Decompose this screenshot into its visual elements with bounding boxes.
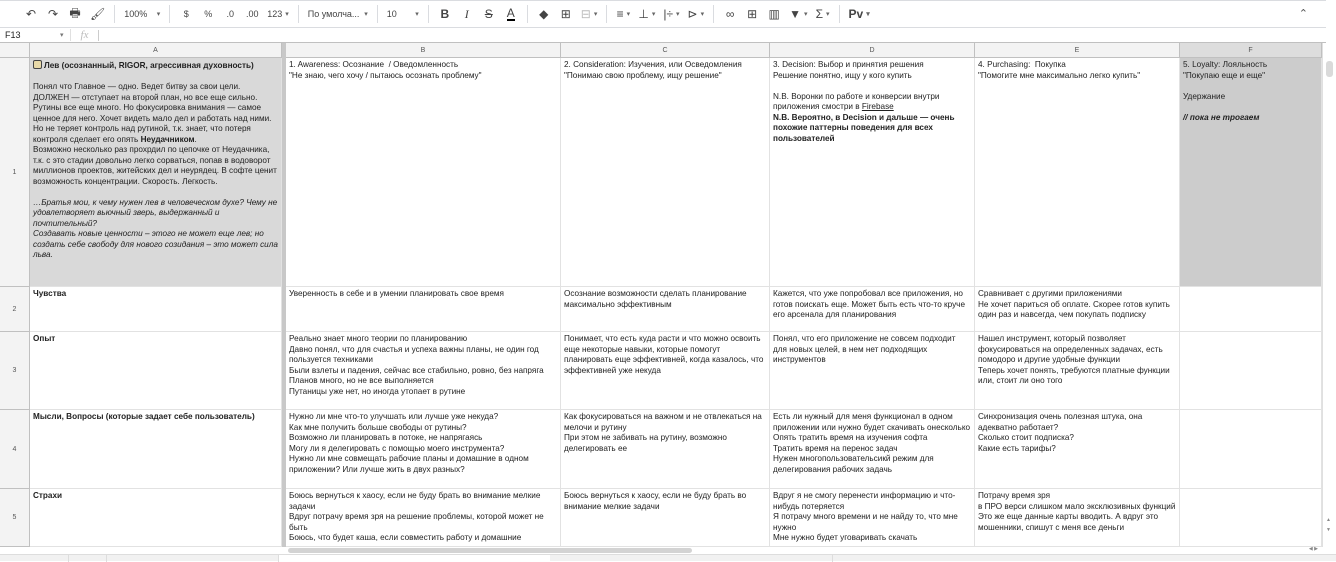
scroll-right-arrow[interactable]: ▶ — [1314, 546, 1318, 552]
chevron-down-icon: ▾ — [866, 11, 870, 18]
cell-c1[interactable]: 2. Consideration: Изучения, или Осведомления "Понимаю свою проблему, ищу решение" — [561, 58, 770, 287]
sheet-tabs-bar — [0, 554, 1336, 561]
chevron-down-icon: ▾ — [676, 11, 680, 18]
functions-button[interactable] — [813, 3, 833, 25]
cell-e4[interactable]: Синхронизация очень полезная штука, она адекватно работает? Сколько стоит подписка? Какие есть тарифы? — [975, 410, 1180, 489]
chevron-down-icon[interactable]: ▾ — [60, 32, 64, 39]
formula-input[interactable] — [105, 28, 1326, 42]
cell-f3[interactable] — [1180, 332, 1322, 410]
input-tools-button[interactable] — [846, 3, 873, 25]
toolbar — [0, 0, 1326, 28]
fill-color-icon: ◆ — [539, 7, 549, 21]
align-bottom-icon: ⊥ — [638, 7, 649, 21]
print-button[interactable] — [65, 3, 85, 25]
more-formats-select[interactable] — [263, 3, 293, 25]
formula-bar — [0, 28, 1326, 43]
firebase-link[interactable]: Firebase — [861, 102, 894, 111]
cell-b2[interactable]: Уверенность в себе и в умении планировать свое время — [286, 287, 561, 332]
cell-c5[interactable]: Боюсь вернуться к хаосу, если не буду брать во внимание мелкие задачи — [561, 489, 770, 547]
select-all-corner[interactable] — [0, 43, 30, 58]
cell-d1[interactable]: 3. Decision: Выбор и принятия решения Решение понятно, ищу у кого купить N.B. Воронки по работе и конверсии внутри приложения смостри в Firebase N.B. Вероятно, в Decision и дальше — очень похожие паттерны поведения для всех пользователей — [770, 58, 975, 287]
paint-format-button[interactable] — [87, 3, 108, 25]
persona-quote: …Братья мои, к чему нужен лев в человеческом духе? Чему не удовлетворяет вьючный зверь, выдержанный и почтительный? Создавать новые ценности – этого не может еще лев; но создать себе свободу для нового созидания – это может сила льва. — [33, 197, 278, 259]
row-header-5[interactable]: 5 — [0, 489, 30, 547]
strikethrough-icon: S — [484, 7, 493, 21]
cell-a4[interactable]: Мысли, Вопросы (которые задает себе пользователь) — [30, 410, 282, 489]
dollar-icon: $ — [183, 9, 189, 19]
redo-icon: ↷ — [47, 7, 59, 21]
input-tools-icon: Pᴠ — [848, 7, 864, 21]
cell-a3[interactable]: Опыт — [30, 332, 282, 410]
text-color-button[interactable] — [501, 3, 521, 25]
cell-b1[interactable]: 1. Awareness: Осознание / Оведомленность "Не знаю, чего хочу / пытаюсь осознать проблему" — [286, 58, 561, 287]
cell-e2[interactable]: Сравнивает с другими приложениями Не хочет париться об оплате. Скорее готов купить один раз и навсегда, чем покупать подписку — [975, 287, 1180, 332]
bold-button[interactable] — [435, 3, 455, 25]
formula-divider — [98, 30, 99, 41]
cell-e3[interactable]: Нашел инструмент, который позволяет фокусироваться на определенных задачах, есть помодоро и другие удобные функции Теперь хочет понять, требуются платные функции или, стоит ли оно того — [975, 332, 1180, 410]
text-color-icon: A — [506, 6, 515, 20]
decision-note: N.B. Вероятно, в Decision и дальше — очень похожие паттерны поведения для всех пользователей — [773, 112, 957, 143]
cell-c4[interactable]: Как фокусироваться на важном и не отвлекаться на мелочи и рутину При этом не забивать на рутину, возможно делегировать ее — [561, 410, 770, 489]
increase-decimals-button[interactable] — [242, 3, 262, 25]
fill-color-button[interactable] — [534, 3, 554, 25]
insert-link-button[interactable] — [720, 3, 740, 25]
undo-button[interactable] — [21, 3, 41, 25]
cell-a5[interactable]: Страхи — [30, 489, 282, 547]
zoom-value: 100% — [124, 9, 148, 19]
spreadsheet-grid — [0, 43, 1322, 547]
print-icon: 🖶 — [69, 5, 81, 20]
italic-icon: I — [464, 6, 469, 21]
column-header-a[interactable]: A — [30, 43, 282, 58]
chart-icon: ▥ — [768, 7, 780, 21]
cell-f2[interactable] — [1180, 287, 1322, 332]
percent-icon: % — [204, 9, 213, 19]
column-header-d[interactable]: D — [770, 43, 975, 58]
paint-format-icon: 🖌 — [90, 7, 106, 21]
chevron-down-icon: ▾ — [285, 11, 289, 18]
text-rotation-icon: ⊳ — [687, 7, 698, 21]
scroll-left-arrow[interactable]: ◀ — [1308, 546, 1313, 552]
cell-f5[interactable] — [1180, 489, 1322, 547]
cell-c3[interactable]: Понимает, что есть куда расти и что можно освоить еще некоторые навыки, которые помогут планировать еще эффективней, когда казалось, что эффективней уже некуда — [561, 332, 770, 410]
toolbar-divider — [713, 5, 714, 23]
row-header-2[interactable]: 2 — [0, 287, 30, 332]
borders-icon: ⊞ — [560, 7, 571, 21]
text-wrap-button[interactable] — [660, 3, 682, 25]
more-formats-label: 123 — [267, 9, 283, 19]
filter-button[interactable] — [786, 3, 810, 25]
cell-a1[interactable] — [30, 58, 282, 287]
strikethrough-button[interactable] — [479, 3, 499, 25]
chevron-down-icon: ▾ — [415, 11, 419, 18]
column-header-b[interactable]: B — [286, 43, 561, 58]
toolbar-divider — [377, 5, 378, 23]
undo-icon: ↶ — [25, 7, 37, 21]
row-header-1[interactable]: 1 — [0, 58, 30, 287]
vertical-scroll-thumb[interactable] — [1326, 61, 1333, 77]
scroll-up-arrow[interactable]: ▲ — [1326, 517, 1331, 523]
text-wrap-icon: |÷ — [663, 7, 674, 21]
text-rotation-button[interactable] — [685, 3, 708, 25]
cell-b5[interactable]: Боюсь вернуться к хаосу, если не буду брать во внимание мелкие задачи Вдруг потрачу время зря на решение проблемы, которой может не быть Боюсь, что будет каша, если совместить работу и домашние — [286, 489, 561, 547]
persona-description: Понял что Главное — одно. Ведет битву за свои цели. ДОЛЖЕН — отступает на второй план, но все еще сильно. Рутины все еще много. Но фокусировка внимания — самое ценное для него. Хочет видеть мало дел и работать над ними. Но не теряет контроль над рутиной, т.к. знает, что потеря контроля сделает его опять Неудачником. Возможно несколько раз прохрдил по цепочке от Неудачника, т.к. с это стадии довольно легко сорваться, попав в водоворот миллионов проектов, житейских дел и неурядец. В софте ценит возможность концентрации. Скорость. Легкость. — [33, 82, 277, 186]
persona-title: Лев (осознанный, RIGOR, агрессивная духовность) — [44, 61, 254, 70]
chevron-down-icon: ▾ — [804, 11, 808, 18]
toolbar-divider — [114, 5, 115, 23]
toolbar-divider — [428, 5, 429, 23]
insert-chart-button[interactable] — [764, 3, 784, 25]
comment-icon: ⊞ — [747, 7, 758, 21]
decrease-decimals-button[interactable] — [220, 3, 240, 25]
increase-decimals-icon: .00 — [245, 9, 259, 19]
column-header-e[interactable]: E — [975, 43, 1180, 58]
toolbar-divider — [527, 5, 528, 23]
font-size-select[interactable] — [383, 3, 423, 25]
toolbar-divider — [839, 5, 840, 23]
vertical-scrollbar[interactable] — [1322, 43, 1336, 547]
cell-e5[interactable]: Потрачу время зря в ПРО верси слишком мало эксклюзивных функций Это же еще данные карты вводить. А вдруг это мошенники, спишут с меня все деньги — [975, 489, 1180, 547]
chevron-down-icon: ▾ — [651, 11, 656, 18]
font-size-value: 10 — [386, 9, 397, 19]
align-left-icon: ≡ — [616, 7, 624, 21]
column-header-c[interactable]: C — [561, 43, 770, 58]
cell-d3[interactable]: Понял, что его приложение не совсем подходит для новых целей, в нем нет подходящих инструментов — [770, 332, 975, 410]
filter-icon: ▼ — [789, 7, 802, 21]
horizontal-scroll-arrows — [1309, 546, 1318, 552]
fx-icon: fx — [70, 29, 98, 41]
name-box[interactable]: F13 — [5, 30, 21, 40]
cell-d5[interactable]: Вдруг я не смогу перенести информацию и что-нибудь потеряется Я потрачу много времени и не найду то, что мне нужно Мне нужно будет уговаривать скачать — [770, 489, 975, 547]
percent-format-button[interactable] — [198, 3, 218, 25]
font-select[interactable] — [304, 3, 372, 25]
cell-b4[interactable]: Нужно ли мне что-то улучшать или лучше уже некуда? Как мне получить больше свободы от рутины? Возможно ли планировать в потоке, не напрягаясь Могу ли я делегировать с помощью моего инструмента? Нужно ли мне совмещать рабочие планы и домашние в одном приложении? Или лучше жить в двух разных? — [286, 410, 561, 489]
cell-f1[interactable]: 5. Loyalty: Лояльность "Покупаю еще и еще" Удержание // пока не трогаем — [1180, 58, 1322, 287]
cell-b3[interactable]: Реально знает много теории по планированию Давно понял, что для счастья и успеха важны планы, не один год пользуется техниками Были взлеты и падения, сейчас все стабильно, ровно, без напряга Планов много, но не все выполняется Путаницы уже нет, но иногда утопает в рутине — [286, 332, 561, 410]
chevron-up-icon: ⌃ — [1298, 8, 1308, 20]
merge-cells-icon: ⊟ — [580, 7, 591, 21]
row-header-4[interactable]: 4 — [0, 410, 30, 489]
horizontal-scrollbar[interactable] — [286, 547, 1322, 554]
chevron-down-icon: ▾ — [700, 11, 705, 18]
loyalty-note: // пока не трогаем — [1183, 112, 1260, 122]
font-name: По умолча... — [307, 9, 360, 19]
column-header-f[interactable]: F — [1180, 43, 1322, 58]
bold-icon: B — [440, 7, 450, 21]
horizontal-scroll-thumb[interactable] — [288, 548, 692, 553]
cell-c2[interactable]: Осознание возможности сделать планирование максимально эффективным — [561, 287, 770, 332]
cell-e1[interactable]: 4. Purchasing: Покупка "Помогите мне максимально легко купить" — [975, 58, 1180, 287]
lion-face-icon — [33, 60, 42, 69]
chevron-down-icon: ▾ — [364, 11, 368, 18]
horizontal-align-button[interactable] — [613, 3, 633, 25]
toolbar-divider — [298, 5, 299, 23]
toolbar-divider — [169, 5, 170, 23]
insert-comment-button[interactable] — [742, 3, 762, 25]
link-icon: ∞ — [725, 7, 735, 21]
currency-format-button[interactable] — [176, 3, 196, 25]
borders-button[interactable] — [556, 3, 576, 25]
chevron-down-icon: ▾ — [626, 11, 631, 18]
redo-button[interactable] — [43, 3, 63, 25]
chevron-down-icon: ▾ — [156, 11, 161, 18]
row-header-3[interactable]: 3 — [0, 332, 30, 410]
italic-button[interactable] — [457, 3, 477, 25]
scroll-down-arrow[interactable]: ▼ — [1326, 527, 1331, 533]
cell-d2[interactable]: Кажется, что уже попробовал все приложения, но готов поискать еще. Может быть есть что-то круче его арсенала для планирования — [770, 287, 975, 332]
chevron-down-icon: ▾ — [825, 11, 830, 18]
merge-cells-button[interactable] — [578, 3, 601, 25]
cell-d4[interactable]: Есть ли нужный для меня функционал в одном приложении или нужно будет скачивать онесколько Опять тратить время на изучения софта Тратить время на перенос задач Нужен многопользовательсикй режим для делегирования рабочих задачь — [770, 410, 975, 489]
zoom-select[interactable] — [120, 3, 164, 25]
vertical-align-button[interactable] — [635, 3, 658, 25]
toolbar-divider — [606, 5, 607, 23]
chevron-down-icon: ▾ — [593, 11, 598, 18]
decrease-decimals-icon: .0 — [226, 9, 234, 19]
cell-f4[interactable] — [1180, 410, 1322, 489]
sigma-icon: Σ — [815, 7, 823, 21]
collapse-toolbar-button[interactable] — [1299, 7, 1308, 20]
cell-a2[interactable]: Чувства — [30, 287, 282, 332]
